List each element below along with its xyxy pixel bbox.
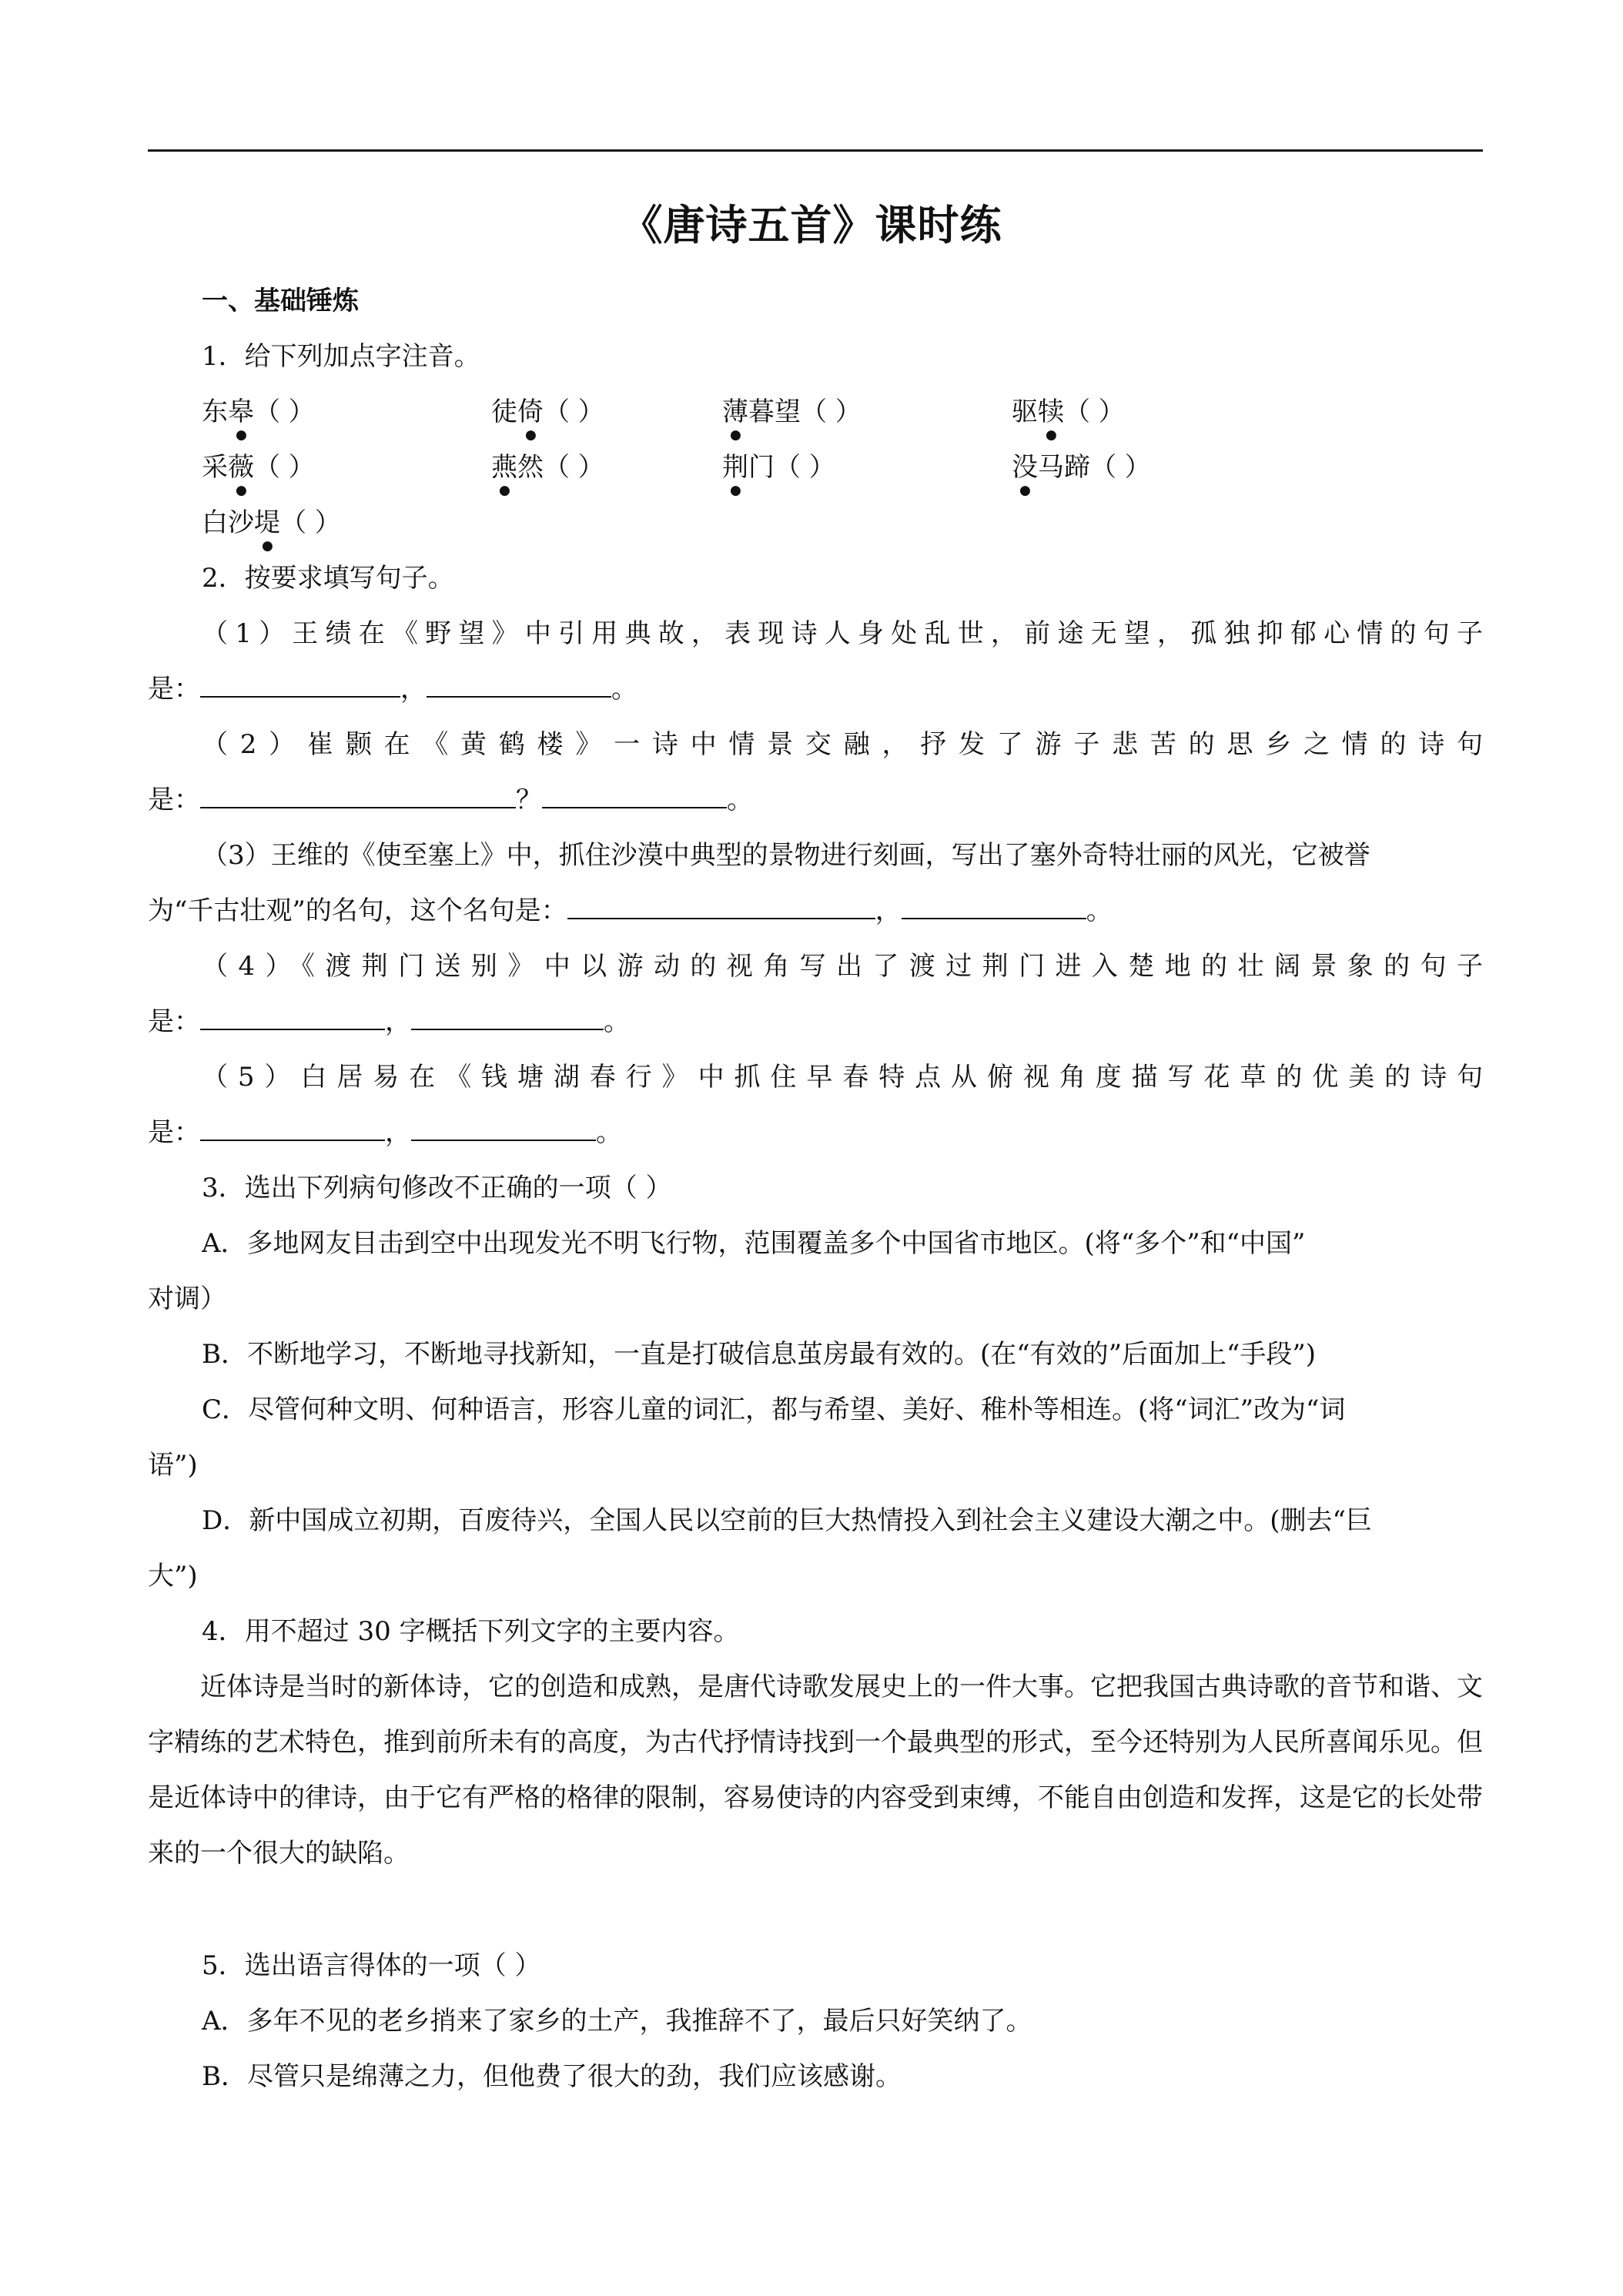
answer-blank[interactable] (542, 784, 727, 808)
answer-blank[interactable] (411, 1116, 596, 1141)
answer-blank[interactable] (200, 673, 400, 698)
q2-part3-answer: 为“千古壮观”的名句，这个名句是： ， 。 (148, 895, 1113, 926)
q5-option-a: A．多年不见的老乡捎来了家乡的土产，我推辞不了，最后只好笑纳了。 (202, 2006, 1032, 2037)
page-title: 《唐诗五首》课时练 (621, 200, 1002, 249)
q2-part4-answer: 是： ， 。 (148, 1006, 630, 1037)
q1-item: 荆门（ ） (722, 452, 835, 483)
answer-blank[interactable] (411, 1006, 604, 1030)
q3-option-b: B．不断地学习，不断地寻找新知，一直是打破信息茧房最有效的。(在“有效的”后面加上“手段”) (202, 1339, 1317, 1370)
q3-option-c: C．尽管何种文明、何种语言，形容儿童的词汇，都与希望、美好、稚朴等相连。(将“词汇”改为“词 (202, 1394, 1346, 1425)
q3-option-d: D．新中国成立初期，百废待兴，全国人民以空前的巨大热情投入到社会主义建设大潮之中。(删去“巨 (202, 1505, 1372, 1536)
q2-part2-text: （2）崔颢在《黄鹤楼》一诗中情景交融，抒发了游子悲苦的思乡之情的诗句 (202, 729, 1483, 760)
q2-part4-text: （4）《渡荆门送别》中以游动的视角写出了渡过荆门进入楚地的壮阔景象的句子 (202, 951, 1483, 982)
q2-part2-answer: 是： ？ 。 (148, 785, 753, 815)
q5-option-b: B．尽管只是绵薄之力，但他费了很大的劲，我们应该感谢。 (202, 2061, 902, 2092)
q1-item: 白沙堤（ ） (202, 507, 341, 538)
q3-option-a-cont: 对调） (148, 1284, 226, 1314)
answer-blank[interactable] (902, 895, 1086, 919)
q2-part3-text: （3）王维的《使至塞上》中，抓住沙漠中典型的景物进行刻画，写出了塞外奇特壮丽的风光，它被誉 (202, 840, 1370, 871)
q3-stem: 3．选出下列病句修改不正确的一项（ ） (202, 1173, 672, 1203)
answer-blank[interactable] (427, 673, 611, 698)
answer-blank[interactable] (200, 784, 516, 808)
q4-stem: 4．用不超过 30 字概括下列文字的主要内容。 (202, 1616, 740, 1647)
answer-blank[interactable] (567, 895, 875, 919)
q2-part5-answer: 是： ， 。 (148, 1117, 622, 1148)
q5-stem: 5．选出语言得体的一项（ ） (202, 1950, 541, 1981)
q2-stem: 2．按要求填写句子。 (202, 563, 454, 594)
q1-item: 燕然（ ） (491, 452, 604, 483)
section-heading: 一、基础锤炼 (202, 286, 359, 316)
q2-part5-text: （5）白居易在《钱塘湖春行》中抓住早春特点从俯视角度描写花草的优美的诗句 (202, 1062, 1483, 1093)
q3-option-c-cont: 语”) (148, 1450, 198, 1481)
q2-part1-text: （1）王绩在《野望》中引用典故，表现诗人身处乱世，前途无望，孤独抑郁心情的句子 (202, 618, 1483, 649)
q2-part1-answer: 是： ， 。 (148, 674, 637, 705)
q4-passage: 近体诗是当时的新体诗，它的创造和成熟，是唐代诗歌发展史上的一件大事。它把我国古典诗歌的音节和谐、文字精练的艺术特色，推到前所未有的高度，为古代抒情诗找到一个最典型的形式，至今还特别为人民所喜闻乐见。但是近体诗中的律诗，由于它有严格的格律的限制，容易使诗的内容受到束缚，不能自由创造和发挥，这是它的长处带来的一个很大的缺陷。 (148, 1672, 1483, 1869)
q1-stem: 1．给下列加点字注音。 (202, 341, 480, 372)
q1-item: 采薇（ ） (202, 452, 315, 483)
q1-item: 徒倚（ ） (491, 397, 604, 427)
q3-option-d-cont: 大”) (148, 1561, 198, 1591)
header-rule (148, 149, 1483, 152)
q1-item: 东皋（ ） (202, 397, 315, 427)
answer-blank[interactable] (200, 1116, 385, 1141)
q3-option-a: A．多地网友目击到空中出现发光不明飞行物，范围覆盖多个中国省市地区。(将“多个”和“中国” (202, 1228, 1306, 1259)
q1-item: 没马蹄（ ） (1012, 452, 1151, 483)
q1-item: 薄暮望（ ） (722, 397, 862, 427)
answer-blank[interactable] (200, 1006, 385, 1030)
q1-item: 驱犊（ ） (1012, 397, 1125, 427)
